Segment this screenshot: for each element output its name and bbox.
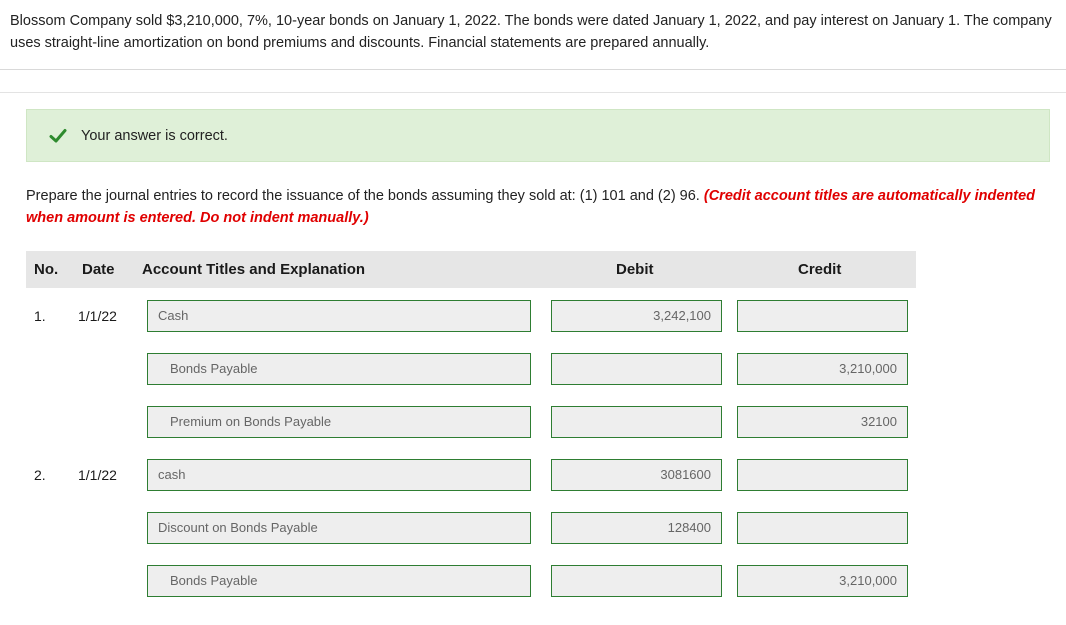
checkmark-icon: [49, 127, 67, 145]
problem-statement: Blossom Company sold $3,210,000, 7%, 10-year bonds on January 1, 2022. The bonds were dated January 1, 2022, and pay interest on January 1. The company uses straight-line amortization on bond premiums and discounts. Financial statements are prepared annually.: [10, 13, 1052, 51]
instructions-main: Prepare the journal entries to record the issuance of the bonds assuming they sold at: (1) 101 and (2) 96.: [26, 188, 704, 204]
debit-input[interactable]: 3,242,100: [551, 300, 722, 332]
header-credit: Credit: [798, 261, 842, 278]
debit-input[interactable]: [551, 353, 722, 385]
account-title-input[interactable]: Discount on Bonds Payable: [147, 512, 531, 544]
feedback-text: Your answer is correct.: [81, 127, 228, 144]
credit-input[interactable]: [737, 300, 908, 332]
account-title-input[interactable]: cash: [147, 459, 531, 491]
divider: [0, 69, 1066, 70]
debit-input[interactable]: 3081600: [551, 459, 722, 491]
account-title-input[interactable]: Cash: [147, 300, 531, 332]
credit-input[interactable]: 32100: [737, 406, 908, 438]
credit-input[interactable]: [737, 459, 908, 491]
entry-number: 2.: [34, 467, 46, 483]
instructions: [26, 185, 1056, 229]
instructions-note: (Credit account titles are automatically indented when amount is entered. Do not indent manually.): [26, 188, 1036, 226]
header-no: No.: [34, 261, 59, 278]
credit-input[interactable]: [737, 512, 908, 544]
debit-input[interactable]: 128400: [551, 512, 722, 544]
entry-date: 1/1/22: [78, 467, 117, 483]
entry-date: 1/1/22: [78, 308, 117, 324]
account-title-input[interactable]: Premium on Bonds Payable: [147, 406, 531, 438]
table-header: [26, 251, 916, 288]
header-account: Account Titles and Explanation: [142, 261, 366, 278]
debit-input[interactable]: [551, 565, 722, 597]
credit-input[interactable]: 3,210,000: [737, 565, 908, 597]
feedback-banner: [26, 109, 1050, 162]
credit-input[interactable]: 3,210,000: [737, 353, 908, 385]
debit-input[interactable]: [551, 406, 722, 438]
account-title-input[interactable]: Bonds Payable: [147, 565, 531, 597]
header-debit: Debit: [616, 261, 654, 278]
header-date: Date: [82, 261, 115, 278]
entry-number: 1.: [34, 308, 46, 324]
divider: [0, 92, 1066, 93]
account-title-input[interactable]: Bonds Payable: [147, 353, 531, 385]
